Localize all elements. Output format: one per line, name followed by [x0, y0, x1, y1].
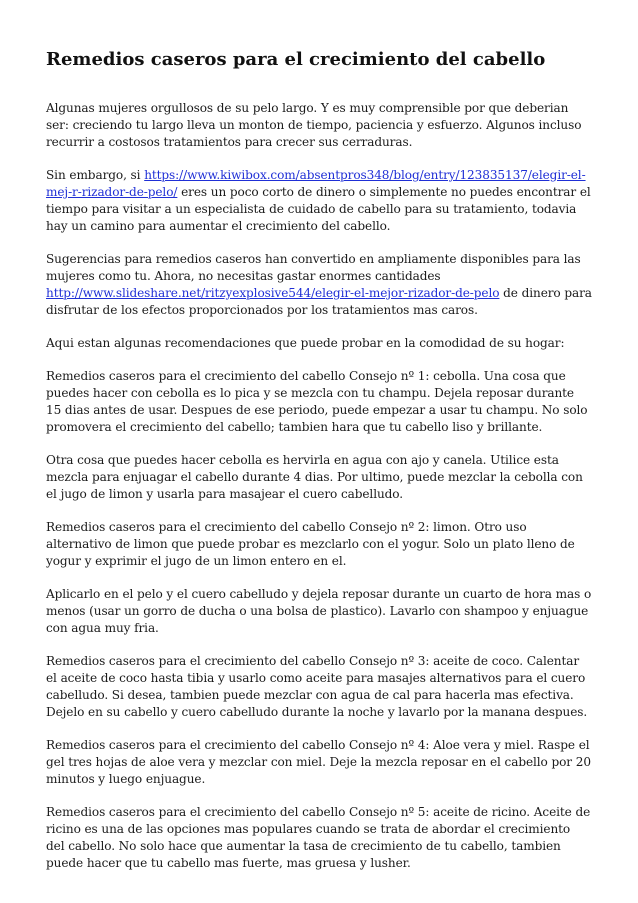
paragraph-slideshare-before: Sugerencias para remedios caseros han convertido en ampliamente disponibles para las mujeres como tu. Ahora, no necesitas gastar enormes cantidades: [46, 252, 581, 283]
paragraph-lemon-apply: Aplicarlo en el pelo y el cuero cabelludo y dejela reposar durante un cuarto de hora mas o menos (usar un gorro de ducha o una bolsa de plastico). Lavarlo con shampoo y enjuague con agua muy fria.: [46, 587, 592, 635]
paragraph-tip-3: Remedios caseros para el crecimiento del cabello Consejo nº 3: aceite de coco. Calentar el aceite de coco hasta tibia y usarlo como aceite para masajes alternativos para el cuero cabelludo. Si desea, tambien puede mezclar con agua de cal para hacerla mas efectiva. Dejelo en su cabello y cuero cabelludo durante la noche y lavarlo por la manana despues.: [46, 654, 588, 719]
paragraph-tip-2: Remedios caseros para el crecimiento del cabello Consejo nº 2: limon. Otro uso alternativo de limon que puede probar es mezclarlo con el yogur. Solo un plato lleno de yogur y exprimir el jugo de un limon entero en el.: [46, 520, 575, 568]
paragraph-kiwibox-after: eres un poco corto de dinero o simplemente no puedes encontrar el tiempo para visitar a un especialista de cuidado de cabello para su tratamiento, todavia hay un camino para aumentar el crecimiento del cabello.: [46, 185, 591, 233]
slideshare-link[interactable]: http://www.slideshare.net/ritzyexplosive544/elegir-el-mejor-rizador-de-pelo: [46, 286, 500, 300]
paragraph-tip-1: Remedios caseros para el crecimiento del cabello Consejo nº 1: cebolla. Una cosa que puedes hacer con cebolla es lo pica y se mezcla con tu champu. Dejela reposar durante 15 dias antes de usar. Despues de ese periodo, puede empezar a usar tu champu. No solo promovera el crecimiento del cabello; tambien hara que tu cabello liso y brillante.: [46, 369, 588, 434]
paragraph-tip-5: Remedios caseros para el crecimiento del cabello Consejo nº 5: aceite de ricino. Aceite de ricino es una de las opciones mas populares cuando se trata de abordar el crecimiento del cabello. No solo hace que aumentar la tasa de crecimiento de tu cabello, tambien puede hacer que tu cabello mas fuerte, mas gruesa y lusher.: [46, 805, 591, 870]
page-title: Remedios caseros para el crecimiento del cabello: [46, 49, 546, 70]
paragraph-tip-4: Remedios caseros para el crecimiento del cabello Consejo nº 4: Aloe vera y miel. Raspe el gel tres hojas de aloe vera y mezclar con miel. Deje la mezcla reposar en el cabello por 20 minutos y luego enjuague.: [46, 738, 591, 786]
kiwibox-link[interactable]: https://www.kiwibox.com/absentpros348/blog/entry/123835137/elegir-el-mej-r-rizador-de-pelo/: [46, 168, 586, 199]
paragraph-onion-extra: Otra cosa que puedes hacer cebolla es hervirla en agua con ajo y canela. Utilice esta mezcla para enjuagar el cabello durante 4 dias. Por ultimo, puede mezclar la cebolla con el jugo de limon y usarla para masajear el cuero cabelludo.: [46, 453, 583, 501]
paragraph-slideshare: [46, 251, 592, 319]
paragraph-kiwibox: [46, 167, 592, 235]
paragraph-recommendations: Aqui estan algunas recomendaciones que puede probar en la comodidad de su hogar:: [46, 336, 565, 350]
paragraph-intro-text: Algunas mujeres orgullosos de su pelo largo. Y es muy comprensible por que deberian ser: creciendo tu largo lleva un monton de tiempo, paciencia y esfuerzo. Algunos incluso recurrir a costosos tratamientos para crecer sus cerraduras.: [46, 101, 582, 149]
paragraph-slideshare-after: de dinero para disfrutar de los efectos proporcionados por los tratamientos mas caros.: [46, 286, 592, 317]
paragraph-intro: [46, 100, 592, 151]
paragraph-kiwibox-before: Sin embargo, si: [46, 168, 145, 182]
